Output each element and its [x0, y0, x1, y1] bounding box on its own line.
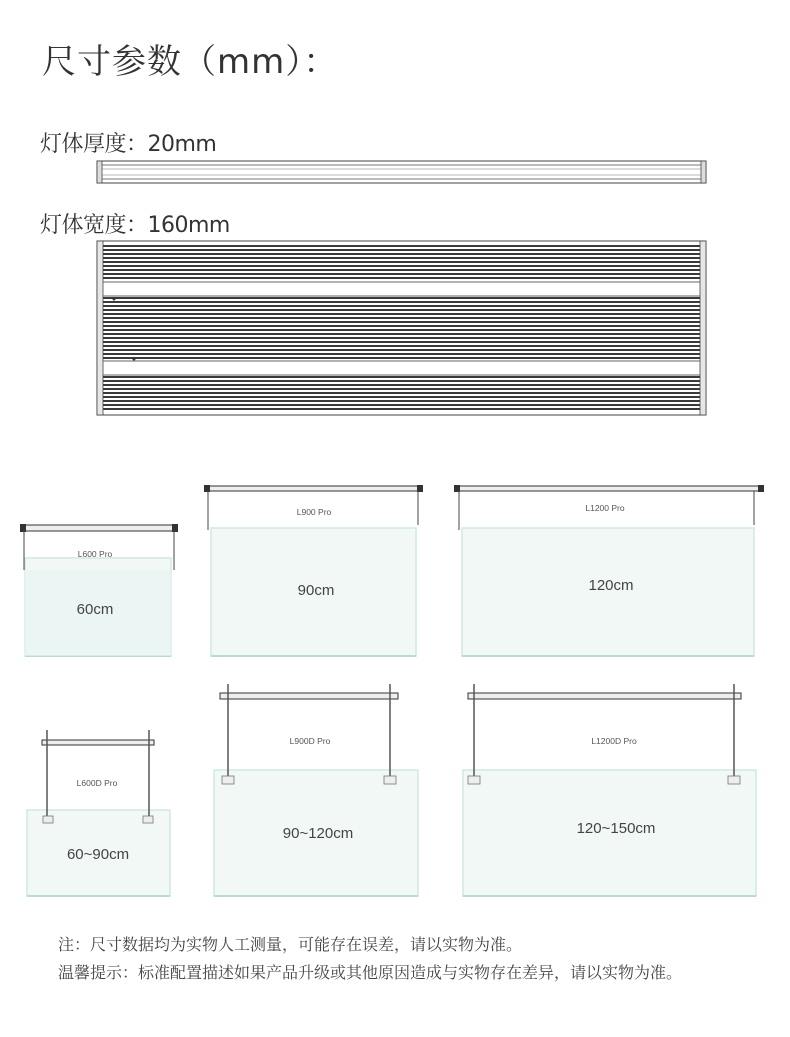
width-label: 灯体宽度：160mm — [40, 213, 230, 238]
tank-size-label: 90cm — [297, 582, 335, 599]
model-label: L900 Pro — [296, 507, 332, 517]
tank-size-label: 60cm — [76, 601, 114, 618]
tank-size-label: 90~120cm — [282, 825, 354, 842]
tank-l1200-pro — [450, 470, 780, 670]
model-label: L1200 Pro — [585, 503, 625, 513]
tank-l900d-pro — [198, 670, 428, 900]
tank-size-label: 120cm — [588, 577, 634, 594]
tank-l600-pro — [10, 470, 210, 670]
model-label: L600 Pro — [77, 549, 113, 559]
page-title: 尺寸参数（mm）： — [42, 42, 339, 82]
measurement-note: 注：尺寸数据均为实物人工测量，可能存在误差，请以实物为准。 — [58, 935, 523, 954]
tank-size-label: 120~150cm — [576, 820, 656, 837]
thickness-label: 灯体厚度：20mm — [40, 132, 217, 157]
tank-l900-pro — [198, 470, 428, 670]
model-label: L900D Pro — [289, 736, 331, 746]
product-tip-note: 温馨提示：标准配置描述如果产品升级或其他原因造成与实物存在差异，请以实物为准。 — [58, 963, 683, 982]
lamp-top-view — [0, 240, 790, 420]
lamp-side-profile — [0, 158, 790, 188]
model-label: L1200D Pro — [591, 736, 637, 746]
tank-l600d-pro — [10, 670, 210, 900]
model-label: L600D Pro — [76, 778, 118, 788]
tank-size-label: 60~90cm — [66, 846, 130, 863]
tank-l1200d-pro — [450, 670, 780, 900]
